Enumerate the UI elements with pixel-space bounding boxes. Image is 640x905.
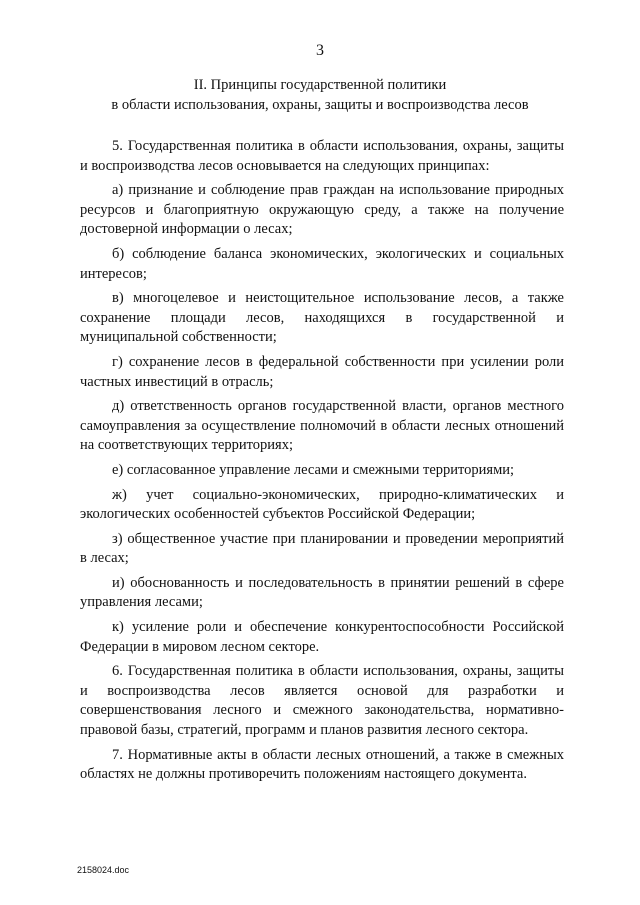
footer-filename: 2158024.doc	[77, 865, 130, 875]
list-item-z: з) общественное участие при планировании и проведении мероприятий в лесах;	[80, 530, 564, 567]
list-item-g: г) сохранение лесов в федеральной собственности при усилении роли частных инвестиций в отрасль;	[80, 353, 564, 390]
section-heading-line-1: II. Принципы государственной политики	[193, 77, 447, 93]
section-heading-line-2: в области использования, охраны, защиты и воспроизводства лесов	[111, 97, 529, 113]
document-body	[80, 137, 564, 790]
paragraph-6: 6. Государственная политика в области использования, охраны, защиты и воспроизводства лесов является основой для разработки и совершенствования лесного и смежного законодательства, нормативно-правовой базы, стратегий, программ и планов развития лесного сектора.	[80, 663, 564, 739]
list-item-i: и) обоснованность и последовательность в принятии решений в сфере управления лесами;	[80, 574, 564, 611]
list-item-d: д) ответственность органов государственной власти, органов местного самоуправления за осуществление полномочий в области лесных отношений на соответствующих территориях;	[80, 398, 564, 454]
page-number: 3	[316, 42, 324, 59]
list-item-zh: ж) учет социально-экономических, природно-климатических и экологических особенностей субъектов Российской Федерации;	[80, 486, 564, 523]
paragraph-5: 5. Государственная политика в области использования, охраны, защиты и воспроизводства лесов основывается на следующих принципах:	[80, 138, 564, 174]
paragraph-7: 7. Нормативные акты в области лесных отношений, а также в смежных областях не должны противоречить положениям настоящего документа.	[80, 746, 564, 783]
list-item-b: б) соблюдение баланса экономических, экологических и социальных интересов;	[80, 245, 564, 282]
list-item-e: е) согласованное управление лесами и смежными территориями;	[112, 461, 515, 478]
list-item-k: к) усиление роли и обеспечение конкурентоспособности Российской Федерации в мировом лесном секторе.	[80, 619, 564, 655]
list-item-v: в) многоцелевое и неистощительное использование лесов, а также сохранение площади лесов, находящихся в государственной и муниципальной собственности;	[80, 290, 564, 346]
section-heading	[60, 75, 580, 115]
list-item-a: а) признание и соблюдение прав граждан на использование природных ресурсов и благоприятную окружающую среду, а также на получение достоверной информации о лесах;	[80, 182, 564, 238]
